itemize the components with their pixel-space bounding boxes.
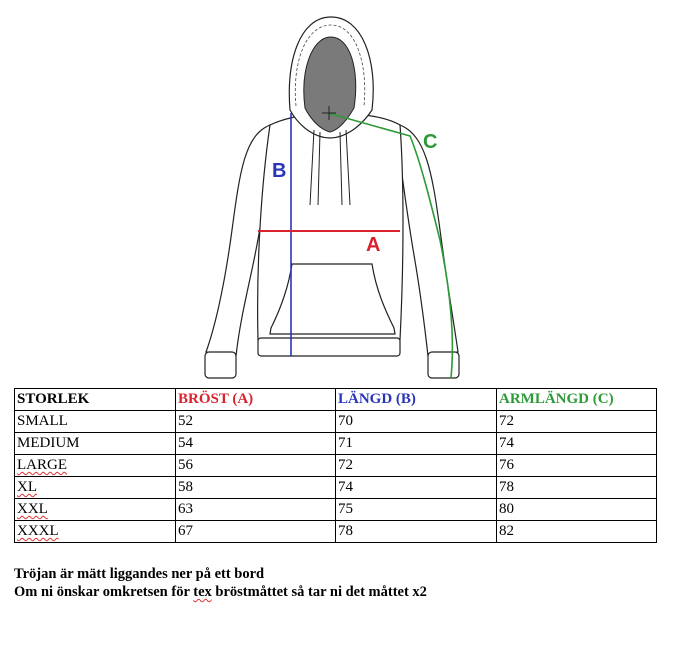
label-a: A [366, 234, 381, 256]
arm-length-cell: 76 [497, 455, 657, 477]
table-row [15, 499, 657, 521]
length-cell: 78 [336, 521, 497, 543]
size-cell: SMALL [15, 411, 176, 433]
table-row [15, 477, 657, 499]
length-cell: 70 [336, 411, 497, 433]
size-cell: XXL [15, 499, 176, 521]
table-row [15, 521, 657, 543]
chest-cell: 58 [176, 477, 336, 499]
arm-length-cell: 80 [497, 499, 657, 521]
size-cell: LARGE [15, 455, 176, 477]
size-cell: XXXL [15, 521, 176, 543]
length-cell: 71 [336, 433, 497, 455]
note-line-1: Tröjan är mätt liggandes ner på ett bord [14, 566, 265, 582]
chest-cell: 56 [176, 455, 336, 477]
arm-length-cell: 78 [497, 477, 657, 499]
note-line-2: Om ni önskar omkretsen för tex bröstmåttet så tar ni det måttet x2 [14, 584, 427, 600]
header-chest: BRÖST (A) [176, 389, 336, 411]
size-cell: XL [15, 477, 176, 499]
arm-length-cell: 82 [497, 521, 657, 543]
right-cuff [428, 352, 459, 378]
length-cell: 74 [336, 477, 497, 499]
left-cuff [205, 352, 236, 378]
waistband [258, 338, 400, 356]
header-length: LÄNGD (B) [336, 389, 497, 411]
right-sleeve [400, 125, 458, 356]
chest-cell: 52 [176, 411, 336, 433]
table-row [15, 411, 657, 433]
table-row [15, 455, 657, 477]
hood-inner [304, 37, 356, 132]
arm-length-cell: 72 [497, 411, 657, 433]
chest-cell: 63 [176, 499, 336, 521]
chest-cell: 54 [176, 433, 336, 455]
chest-cell: 67 [176, 521, 336, 543]
header-arm-length: ARMLÄNGD (C) [497, 389, 657, 411]
header-size: STORLEK [15, 389, 176, 411]
length-cell: 75 [336, 499, 497, 521]
table-header-row [15, 389, 657, 411]
size-cell: MEDIUM [15, 433, 176, 455]
size-table [14, 388, 657, 543]
table-row [15, 433, 657, 455]
label-c: C [423, 131, 438, 153]
label-b: B [272, 160, 287, 182]
length-cell: 72 [336, 455, 497, 477]
arm-length-cell: 74 [497, 433, 657, 455]
measurement-notes [14, 565, 427, 601]
